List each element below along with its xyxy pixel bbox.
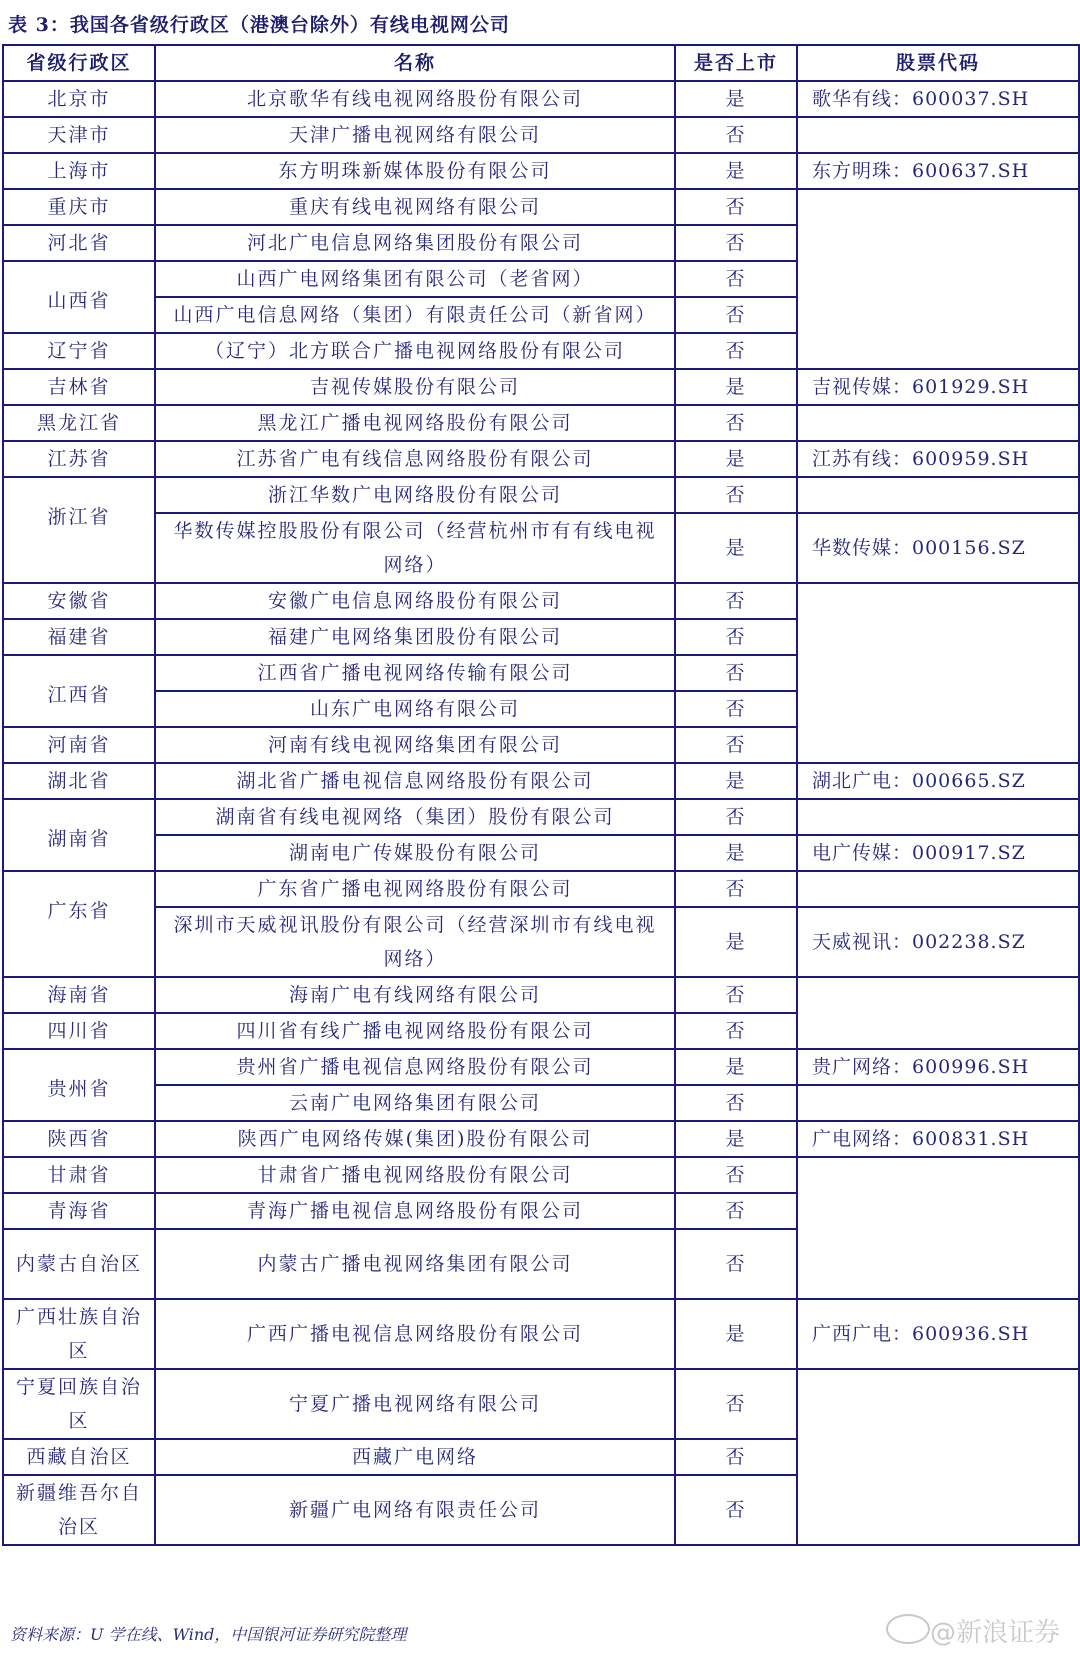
listed-cell: 否 xyxy=(675,405,797,441)
header-name: 名称 xyxy=(155,45,675,81)
company-name-cell: 湖北省广播电视信息网络股份有限公司 xyxy=(155,763,675,799)
listed-cell: 否 xyxy=(675,1085,797,1121)
table-row xyxy=(3,81,1079,117)
stock-code-cell: 天威视讯：002238.SZ xyxy=(797,907,1079,977)
stock-code-cell: 歌华有线：600037.SH xyxy=(797,81,1079,117)
stock-code-cell: 东方明珠：600637.SH xyxy=(797,153,1079,189)
company-name-cell: 海南广电有线网络有限公司 xyxy=(155,977,675,1013)
company-name-cell: 陕西广电网络传媒(集团)股份有限公司 xyxy=(155,1121,675,1157)
source-note: 资料来源：U 学在线、Wind，中国银河证券研究院整理 xyxy=(10,1625,407,1644)
province-cell: 吉林省 xyxy=(3,369,155,405)
listed-cell: 否 xyxy=(675,619,797,655)
province-cell: 甘肃省 xyxy=(3,1157,155,1193)
header-province: 省级行政区 xyxy=(3,45,155,81)
listed-cell: 否 xyxy=(675,691,797,727)
cable-tv-company-table xyxy=(2,44,1080,1546)
stock-code-cell: 华数传媒：000156.SZ xyxy=(797,513,1079,583)
table-row xyxy=(3,1049,1079,1085)
table-row xyxy=(3,441,1079,477)
table-row xyxy=(3,153,1079,189)
listed-cell: 是 xyxy=(675,81,797,117)
listed-cell: 否 xyxy=(675,1157,797,1193)
listed-cell: 否 xyxy=(675,871,797,907)
company-name-cell: 深圳市天威视讯股份有限公司（经营深圳市有线电视网络） xyxy=(155,907,675,977)
company-name-cell: 湖南省有线电视网络（集团）股份有限公司 xyxy=(155,799,675,835)
stock-code-cell: 电广传媒：000917.SZ xyxy=(797,835,1079,871)
table-row xyxy=(3,117,1079,153)
province-cell: 黑龙江省 xyxy=(3,405,155,441)
province-cell: 贵州省 xyxy=(3,1049,155,1121)
province-cell: 内蒙古自治区 xyxy=(3,1229,155,1299)
company-name-cell: 浙江华数广电网络股份有限公司 xyxy=(155,477,675,513)
table-row xyxy=(3,907,1079,977)
table-row xyxy=(3,1299,1079,1369)
table-row xyxy=(3,1121,1079,1157)
listed-cell: 是 xyxy=(675,1121,797,1157)
stock-code-cell: 广西广电：600936.SH xyxy=(797,1299,1079,1369)
province-cell: 河南省 xyxy=(3,727,155,763)
stock-code-cell xyxy=(797,583,1079,763)
company-name-cell: 山西广电信息网络（集团）有限责任公司（新省网） xyxy=(155,297,675,333)
company-name-cell: 广东省广播电视网络股份有限公司 xyxy=(155,871,675,907)
table-row xyxy=(3,189,1079,225)
province-cell: 江西省 xyxy=(3,655,155,727)
stock-code-cell xyxy=(797,799,1079,835)
header-code: 股票代码 xyxy=(797,45,1079,81)
province-cell: 广西壮族自治区 xyxy=(3,1299,155,1369)
company-name-cell: 贵州省广播电视信息网络股份有限公司 xyxy=(155,1049,675,1085)
province-cell: 陕西省 xyxy=(3,1121,155,1157)
province-cell: 新疆维吾尔自治区 xyxy=(3,1475,155,1545)
company-name-cell: 西藏广电网络 xyxy=(155,1439,675,1475)
table-row xyxy=(3,977,1079,1013)
listed-cell: 是 xyxy=(675,763,797,799)
stock-code-cell xyxy=(797,977,1079,1049)
stock-code-cell xyxy=(797,871,1079,907)
company-name-cell: 北京歌华有线电视网络股份有限公司 xyxy=(155,81,675,117)
listed-cell: 否 xyxy=(675,1229,797,1299)
listed-cell: 否 xyxy=(675,117,797,153)
listed-cell: 否 xyxy=(675,655,797,691)
company-name-cell: （辽宁）北方联合广播电视网络股份有限公司 xyxy=(155,333,675,369)
province-cell: 安徽省 xyxy=(3,583,155,619)
table-row xyxy=(3,835,1079,871)
listed-cell: 否 xyxy=(675,261,797,297)
table-row xyxy=(3,369,1079,405)
table-row xyxy=(3,799,1079,835)
company-name-cell: 云南广电网络集团有限公司 xyxy=(155,1085,675,1121)
company-name-cell: 重庆有线电视网络有限公司 xyxy=(155,189,675,225)
company-name-cell: 安徽广电信息网络股份有限公司 xyxy=(155,583,675,619)
listed-cell: 是 xyxy=(675,1049,797,1085)
watermark: @新浪证券 xyxy=(930,1618,1061,1648)
stock-code-cell xyxy=(797,477,1079,513)
listed-cell: 是 xyxy=(675,153,797,189)
listed-cell: 否 xyxy=(675,1475,797,1545)
listed-cell: 否 xyxy=(675,583,797,619)
table-row xyxy=(3,871,1079,907)
table-row xyxy=(3,513,1079,583)
listed-cell: 否 xyxy=(675,727,797,763)
listed-cell: 是 xyxy=(675,369,797,405)
company-name-cell: 河南有线电视网络集团有限公司 xyxy=(155,727,675,763)
table-row xyxy=(3,1157,1079,1193)
province-cell: 北京市 xyxy=(3,81,155,117)
stock-code-cell: 贵广网络：600996.SH xyxy=(797,1049,1079,1085)
company-name-cell: 天津广播电视网络有限公司 xyxy=(155,117,675,153)
province-cell: 浙江省 xyxy=(3,477,155,583)
company-name-cell: 山西广电网络集团有限公司（老省网） xyxy=(155,261,675,297)
stock-code-cell xyxy=(797,117,1079,153)
company-name-cell: 四川省有线广播电视网络股份有限公司 xyxy=(155,1013,675,1049)
province-cell: 青海省 xyxy=(3,1193,155,1229)
company-name-cell: 河北广电信息网络集团股份有限公司 xyxy=(155,225,675,261)
table-row xyxy=(3,1369,1079,1439)
listed-cell: 否 xyxy=(675,333,797,369)
listed-cell: 是 xyxy=(675,513,797,583)
company-name-cell: 湖南电广传媒股份有限公司 xyxy=(155,835,675,871)
province-cell: 广东省 xyxy=(3,871,155,977)
province-cell: 宁夏回族自治区 xyxy=(3,1369,155,1439)
listed-cell: 否 xyxy=(675,477,797,513)
province-cell: 重庆市 xyxy=(3,189,155,225)
stock-code-cell: 江苏有线：600959.SH xyxy=(797,441,1079,477)
company-name-cell: 广西广播电视信息网络股份有限公司 xyxy=(155,1299,675,1369)
table-row xyxy=(3,763,1079,799)
listed-cell: 否 xyxy=(675,977,797,1013)
province-cell: 辽宁省 xyxy=(3,333,155,369)
company-name-cell: 黑龙江广播电视网络股份有限公司 xyxy=(155,405,675,441)
stock-code-cell: 吉视传媒：601929.SH xyxy=(797,369,1079,405)
province-cell: 江苏省 xyxy=(3,441,155,477)
company-name-cell: 江西省广播电视网络传输有限公司 xyxy=(155,655,675,691)
company-name-cell: 吉视传媒股份有限公司 xyxy=(155,369,675,405)
province-cell: 河北省 xyxy=(3,225,155,261)
province-cell: 天津市 xyxy=(3,117,155,153)
company-name-cell: 山东广电网络有限公司 xyxy=(155,691,675,727)
table-row xyxy=(3,405,1079,441)
listed-cell: 否 xyxy=(675,1369,797,1439)
company-name-cell: 新疆广电网络有限责任公司 xyxy=(155,1475,675,1545)
listed-cell: 是 xyxy=(675,441,797,477)
listed-cell: 是 xyxy=(675,1299,797,1369)
listed-cell: 是 xyxy=(675,835,797,871)
company-name-cell: 江苏省广电有线信息网络股份有限公司 xyxy=(155,441,675,477)
stock-code-cell: 湖北广电：000665.SZ xyxy=(797,763,1079,799)
stock-code-cell xyxy=(797,405,1079,441)
company-name-cell: 华数传媒控股股份有限公司（经营杭州市有有线电视网络） xyxy=(155,513,675,583)
company-name-cell: 福建广电网络集团股份有限公司 xyxy=(155,619,675,655)
stock-code-cell xyxy=(797,1369,1079,1545)
listed-cell: 否 xyxy=(675,1439,797,1475)
province-cell: 海南省 xyxy=(3,977,155,1013)
listed-cell: 否 xyxy=(675,799,797,835)
stock-code-cell xyxy=(797,1085,1079,1121)
table-title: 表 3：我国各省级行政区（港澳台除外）有线电视网公司 xyxy=(8,14,510,36)
stock-code-cell xyxy=(797,189,1079,369)
stock-code-cell xyxy=(797,1157,1079,1299)
table-row xyxy=(3,1085,1079,1121)
company-name-cell: 东方明珠新媒体股份有限公司 xyxy=(155,153,675,189)
company-name-cell: 青海广播电视信息网络股份有限公司 xyxy=(155,1193,675,1229)
header-listed: 是否上市 xyxy=(675,45,797,81)
province-cell: 西藏自治区 xyxy=(3,1439,155,1475)
company-name-cell: 甘肃省广播电视网络股份有限公司 xyxy=(155,1157,675,1193)
listed-cell: 否 xyxy=(675,297,797,333)
table-row xyxy=(3,583,1079,619)
header-row xyxy=(3,45,1079,81)
province-cell: 四川省 xyxy=(3,1013,155,1049)
weibo-logo-icon xyxy=(886,1614,930,1644)
province-cell: 湖北省 xyxy=(3,763,155,799)
listed-cell: 否 xyxy=(675,1013,797,1049)
company-name-cell: 内蒙古广播电视网络集团有限公司 xyxy=(155,1229,675,1299)
company-name-cell: 宁夏广播电视网络有限公司 xyxy=(155,1369,675,1439)
province-cell: 湖南省 xyxy=(3,799,155,871)
listed-cell: 否 xyxy=(675,1193,797,1229)
stock-code-cell: 广电网络：600831.SH xyxy=(797,1121,1079,1157)
province-cell: 上海市 xyxy=(3,153,155,189)
province-cell: 山西省 xyxy=(3,261,155,333)
listed-cell: 否 xyxy=(675,189,797,225)
listed-cell: 是 xyxy=(675,907,797,977)
table-row xyxy=(3,477,1079,513)
listed-cell: 否 xyxy=(675,225,797,261)
province-cell: 福建省 xyxy=(3,619,155,655)
